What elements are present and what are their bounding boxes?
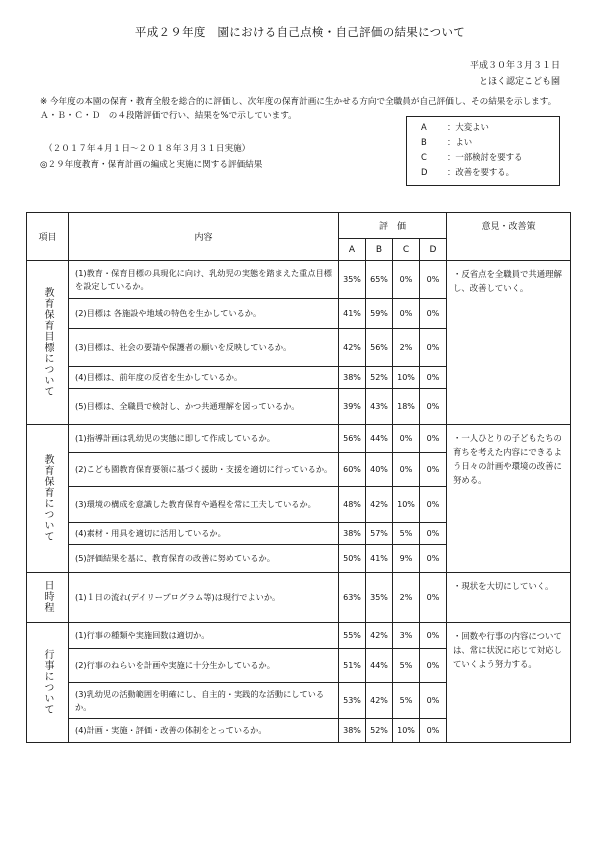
grade-a-percent: 41% (339, 299, 366, 329)
grade-b-percent: 56% (366, 329, 393, 367)
grade-a-percent: 48% (339, 487, 366, 523)
grade-c-percent: 18% (393, 389, 420, 425)
grade-c-percent: 10% (393, 719, 420, 743)
grade-b-percent: 41% (366, 545, 393, 573)
grade-c-percent: 0% (393, 425, 420, 453)
grade-b-percent: 59% (366, 299, 393, 329)
organization-name: とほく認定こども園 (478, 77, 560, 87)
section-opinion: ・一人ひとりの子どもたちの育ちを考えた内容にできるよう日々の計画や環境の改善に努める。 (447, 425, 571, 573)
grade-c-percent: 10% (393, 367, 420, 389)
header-grade-c: C (393, 239, 420, 261)
row-content: (4)計画・実施・評価・改善の体制をとっているか。 (69, 719, 339, 743)
header-grade-d: D (420, 239, 447, 261)
header-grade-b: B (366, 239, 393, 261)
grade-c-percent: 0% (393, 453, 420, 487)
grade-d-percent: 0% (420, 573, 447, 623)
period-text: （２０１７年４月１日～２０１８年３月３１日実施） (44, 144, 251, 154)
grade-d-percent: 0% (420, 261, 447, 299)
grade-a-percent: 38% (339, 523, 366, 545)
grade-a-percent: 55% (339, 623, 366, 649)
grade-d-percent: 0% (420, 545, 447, 573)
grade-a-percent: 63% (339, 573, 366, 623)
section-item-label (27, 623, 69, 743)
row-content: (2)行事のねらいを計画や実施に十分生かしているか。 (69, 649, 339, 683)
row-content: (1)教育・保育目標の具現化に向け、乳幼児の実態を踏まえた重点目標を設定しているか。 (69, 261, 339, 299)
grade-d-percent: 0% (420, 719, 447, 743)
grade-b-percent: 57% (366, 523, 393, 545)
grade-d-percent: 0% (420, 367, 447, 389)
intro-text: ※ 今年度の本園の保育・教育全般を総合的に評価し、次年度の保育計画に生かせる方向で全職員が自己評価し、その結果を示します。Ａ・Ｂ・Ｃ・Ｄ の４段階評価で行い、結果を%で示しています。 (40, 97, 557, 121)
row-content: (3)目標は、社会の要請や保護者の願いを反映しているか。 (69, 329, 339, 367)
header-grade-a: A (339, 239, 366, 261)
legend-item: A ：大変よい (421, 122, 489, 132)
section-item-text: 教育保育目標について (42, 286, 53, 397)
grade-b-percent: 44% (366, 649, 393, 683)
grade-c-percent: 0% (393, 299, 420, 329)
header-eval: 評 価 (339, 213, 447, 239)
grade-b-percent: 40% (366, 453, 393, 487)
page-title: 平成２９年度 園における自己点検・自己評価の結果について (134, 25, 466, 39)
row-content: (1)１日の流れ(デイリープログラム等)は現行でよいか。 (69, 573, 339, 623)
grade-a-percent: 38% (339, 367, 366, 389)
legend-item: B ：よい (421, 137, 473, 147)
grade-c-percent: 9% (393, 545, 420, 573)
section-opinion: ・反省点を全職員で共通理解し、改善していく。 (447, 261, 571, 425)
section-item-text: 日時程 (42, 580, 53, 613)
grade-d-percent: 0% (420, 487, 447, 523)
grade-legend (406, 116, 560, 186)
grade-c-percent: 5% (393, 683, 420, 719)
grade-b-percent: 52% (366, 719, 393, 743)
section-opinion: ・回数や行事の内容については、常に状況に応じて対応していくよう努力する。 (447, 623, 571, 743)
grade-c-percent: 5% (393, 649, 420, 683)
grade-b-percent: 43% (366, 389, 393, 425)
row-content: (2)目標は 各施設や地域の特色を生かしているか。 (69, 299, 339, 329)
table-row (27, 623, 571, 649)
grade-d-percent: 0% (420, 329, 447, 367)
grade-d-percent: 0% (420, 453, 447, 487)
table-row (27, 261, 571, 299)
grade-a-percent: 39% (339, 389, 366, 425)
grade-c-percent: 2% (393, 329, 420, 367)
row-content: (5)評価結果を基に、教育保育の改善に努めているか。 (69, 545, 339, 573)
grade-b-percent: 42% (366, 487, 393, 523)
evaluation-table (26, 212, 571, 743)
section-item-text: 行事について (42, 648, 53, 715)
grade-a-percent: 42% (339, 329, 366, 367)
table-row (27, 425, 571, 453)
grade-c-percent: 0% (393, 261, 420, 299)
grade-a-percent: 51% (339, 649, 366, 683)
grade-a-percent: 53% (339, 683, 366, 719)
table-row (27, 573, 571, 623)
grade-a-percent: 38% (339, 719, 366, 743)
row-content: (3)乳幼児の活動範囲を明確にし、自主的・実践的な活動にしているか。 (69, 683, 339, 719)
grade-a-percent: 60% (339, 453, 366, 487)
grade-d-percent: 0% (420, 389, 447, 425)
header-content: 内容 (69, 213, 339, 261)
grade-c-percent: 10% (393, 487, 420, 523)
grade-a-percent: 56% (339, 425, 366, 453)
grade-a-percent: 35% (339, 261, 366, 299)
grade-c-percent: 5% (393, 523, 420, 545)
grade-d-percent: 0% (420, 623, 447, 649)
row-content: (4)素材・用具を適切に活用しているか。 (69, 523, 339, 545)
row-content: (1)行事の種類や実施回数は適切か。 (69, 623, 339, 649)
grade-d-percent: 0% (420, 299, 447, 329)
grade-b-percent: 52% (366, 367, 393, 389)
section-subheading: ◎２９年度教育・保育計画の編成と実施に関する評価結果 (40, 160, 263, 170)
section-opinion: ・現状を大切にしていく。 (447, 573, 571, 623)
grade-b-percent: 42% (366, 683, 393, 719)
grade-d-percent: 0% (420, 523, 447, 545)
grade-c-percent: 3% (393, 623, 420, 649)
grade-d-percent: 0% (420, 683, 447, 719)
grade-b-percent: 65% (366, 261, 393, 299)
row-content: (4)目標は、前年度の反省を生かしているか。 (69, 367, 339, 389)
grade-b-percent: 44% (366, 425, 393, 453)
row-content: (2)こども園教育保育要領に基づく援助・支援を適切に行っているか。 (69, 453, 339, 487)
grade-c-percent: 2% (393, 573, 420, 623)
row-content: (3)環境の構成を意識した教育保育や過程を常に工夫しているか。 (69, 487, 339, 523)
grade-b-percent: 35% (366, 573, 393, 623)
section-item-label (27, 425, 69, 573)
grade-a-percent: 50% (339, 545, 366, 573)
grade-d-percent: 0% (420, 425, 447, 453)
row-content: (1)指導計画は乳幼児の実態に即して作成しているか。 (69, 425, 339, 453)
grade-d-percent: 0% (420, 649, 447, 683)
header-item: 項目 (27, 213, 69, 261)
legend-item: C ：一部検討を要する (421, 152, 523, 162)
row-content: (5)目標は、全職員で検討し、かつ共通理解を図っているか。 (69, 389, 339, 425)
report-date: 平成３０年３月３１日 (469, 61, 560, 71)
header-opinion: 意見・改善策 (447, 213, 571, 261)
legend-item: D ：改善を要する。 (421, 167, 514, 177)
section-item-text: 教育保育について (42, 453, 53, 542)
section-item-label (27, 573, 69, 623)
section-item-label (27, 261, 69, 425)
grade-b-percent: 42% (366, 623, 393, 649)
